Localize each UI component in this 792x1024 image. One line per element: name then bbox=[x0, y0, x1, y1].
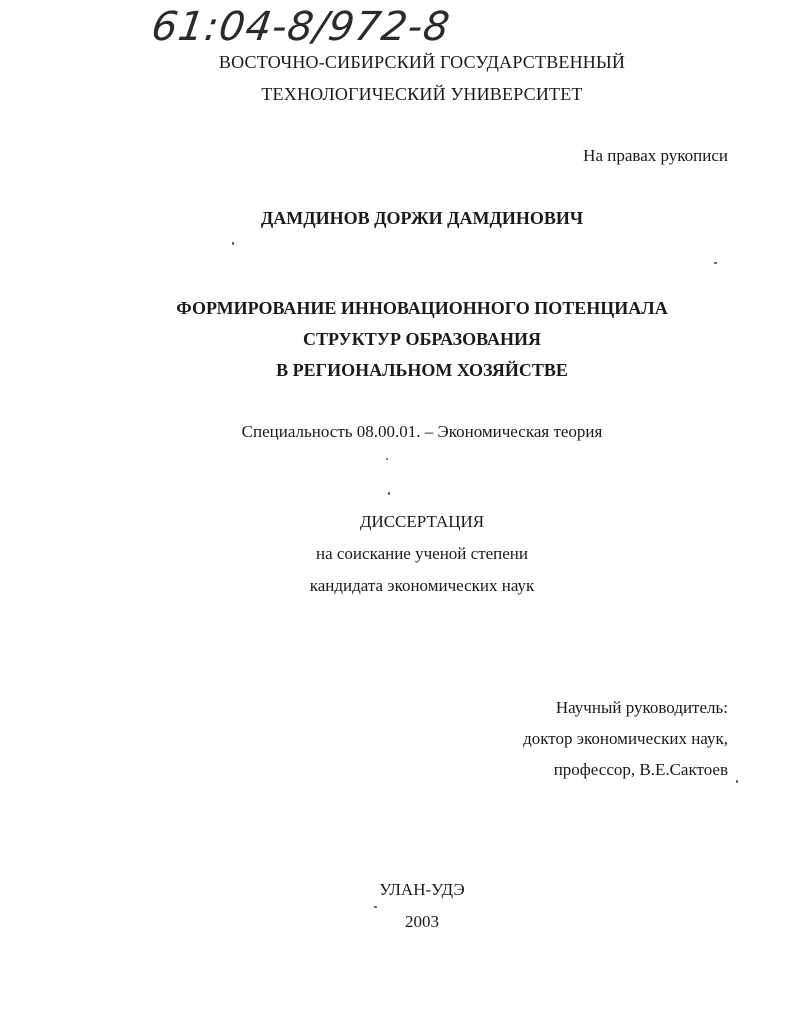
dissertation-degree-line: на соискание ученой степени bbox=[315, 544, 529, 563]
city: УЛАН-УДЭ bbox=[379, 880, 465, 899]
rights-note: На правах рукописи bbox=[583, 146, 728, 165]
scan-speck bbox=[714, 262, 717, 264]
dissertation-heading: ДИССЕРТАЦИЯ bbox=[359, 512, 485, 531]
thesis-title-line2: СТРУКТУР ОБРАЗОВАНИЯ bbox=[302, 329, 542, 349]
scan-speck bbox=[388, 492, 390, 495]
scan-speck bbox=[374, 906, 377, 908]
thesis-title-line1: ФОРМИРОВАНИЕ ИННОВАЦИОННОГО ПОТЕНЦИАЛА bbox=[176, 298, 668, 318]
archive-number-handwritten: 61:04-8/972-8 bbox=[148, 4, 454, 50]
scan-speck bbox=[386, 458, 388, 460]
supervisor-degree: доктор экономических наук, bbox=[523, 729, 728, 748]
supervisor-name: профессор, В.Е.Сактоев bbox=[553, 760, 728, 779]
year: 2003 bbox=[405, 912, 439, 931]
specialty: Специальность 08.00.01. – Экономическая теория bbox=[241, 422, 603, 441]
thesis-title-line3: В РЕГИОНАЛЬНОМ ХОЗЯЙСТВЕ bbox=[276, 360, 568, 380]
scan-speck bbox=[232, 242, 234, 245]
university-name-line1: ВОСТОЧНО-СИБИРСКИЙ ГОСУДАРСТВЕННЫЙ bbox=[218, 52, 626, 72]
author-name: ДАМДИНОВ ДОРЖИ ДАМДИНОВИЧ bbox=[260, 208, 584, 228]
dissertation-field-line: кандидата экономических наук bbox=[309, 576, 535, 595]
supervisor-label: Научный руководитель: bbox=[555, 698, 728, 717]
scan-speck bbox=[736, 780, 738, 783]
university-name-line2: ТЕХНОЛОГИЧЕСКИЙ УНИВЕРСИТЕТ bbox=[261, 84, 583, 104]
